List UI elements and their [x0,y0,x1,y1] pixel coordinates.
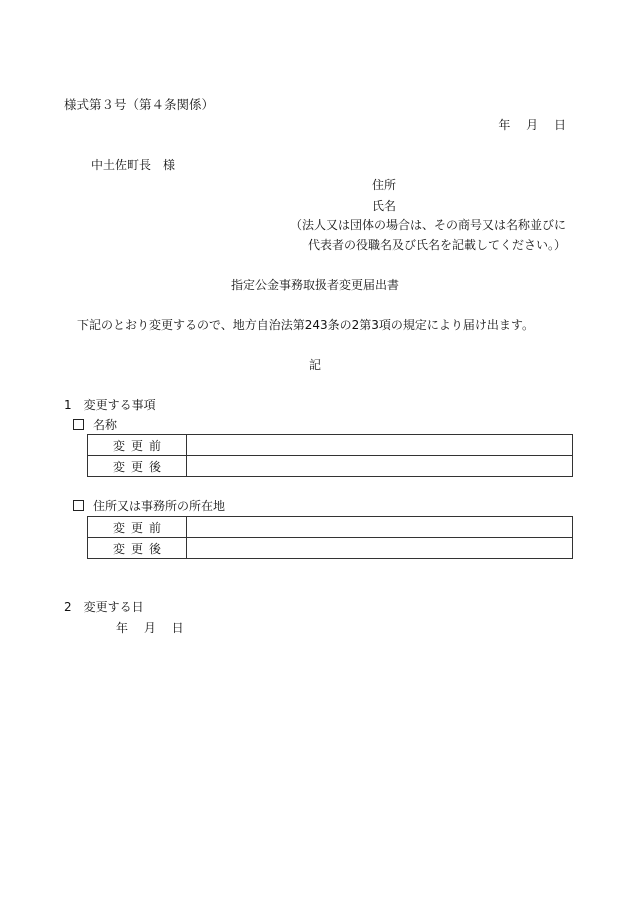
row-label: 変更後 [88,538,187,559]
item-name-heading [73,418,117,432]
change-date: 年 月 日 [116,621,184,635]
checkbox-address[interactable] [73,500,84,511]
checkbox-name[interactable] [73,419,84,430]
addressee: 中土佐町長 様 [91,158,176,172]
address-before-field[interactable] [187,517,573,538]
form-label: 様式第３号（第４条関係） [64,97,215,112]
section1-heading: 1 変更する事項 [64,398,156,412]
name-change-table [87,434,573,477]
address-after-field[interactable] [187,538,573,559]
item-name-label: 名称 [93,418,118,432]
applicant-note-line2: 代表者の役職名及び氏名を記載してください。） [307,238,566,252]
name-before-field[interactable] [187,435,573,456]
date-line: 年 月 日 [498,118,566,132]
table-row [88,456,573,477]
table-row [88,435,573,456]
row-label: 変更前 [88,435,187,456]
section2-heading: 2 変更する日 [64,600,144,614]
ki-heading: 記 [308,358,321,372]
address-label: 住所 [372,178,397,192]
document-title: 指定公金事務取扱者変更届出書 [230,278,399,292]
body-text: 下記のとおり変更するので、地方自治法第243条の2第3項の規定により届け出ます。 [77,318,534,332]
row-label: 変更後 [88,456,187,477]
applicant-note-line1: （法人又は団体の場合は、その商号又は名称並びに [289,218,566,232]
table-row [88,517,573,538]
name-label: 氏名 [372,199,397,213]
address-change-table [87,516,573,559]
item-address-heading [73,499,225,513]
table-row [88,538,573,559]
name-after-field[interactable] [187,456,573,477]
row-label: 変更前 [88,517,187,538]
item-address-label: 住所又は事務所の所在地 [93,499,226,513]
